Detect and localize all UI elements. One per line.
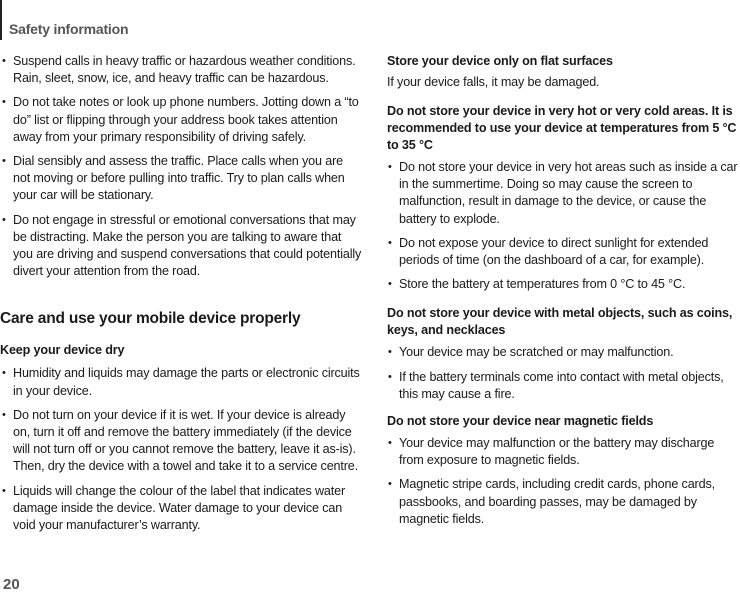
driving-bullet-list [0, 53, 362, 280]
temp-bullet-list [387, 159, 739, 293]
flat-heading: Store your device only on flat surfaces [387, 54, 613, 68]
list-item: • Store the battery at temperatures from 0 °C to 45 °C. [387, 276, 739, 293]
list-item: • Suspend calls in heavy traffic or hazardous weather conditions. Rain, sleet, snow, ice, and heavy traffic can be hazardous. [1, 53, 363, 87]
list-item: • Dial sensibly and assess the traffic. Place calls when you are not moving or before pulling into traffic. Try to plan calls when your car will be stationary. [1, 153, 363, 205]
magnetic-bullet-list [387, 435, 739, 528]
temp-heading: Do not store your device in very hot or very cold areas. It is recommended to use your device at temperatures from 5 °C to 35 °C [387, 104, 737, 152]
list-item: • Liquids will change the colour of the label that indicates water damage inside the device. Water damage to your device can void your manufacturer’s warranty. [1, 483, 363, 535]
list-item: • Do not engage in stressful or emotional conversations that may be distracting. Make the person you are talking to aware that you are driving and suspend conversations that could potentially divert your attention from the road. [1, 212, 363, 281]
page-number: 20 [3, 576, 20, 593]
metal-bullet-list [387, 344, 739, 403]
metal-heading: Do not store your device with metal objects, such as coins, keys, and necklaces [387, 306, 733, 338]
list-item: • Do not take notes or look up phone numbers. Jotting down a “to do” list or flipping through your address book takes attention away from your primary responsibility of driving safely. [1, 94, 363, 146]
list-item: • If the battery terminals come into contact with metal objects, this may cause a fire. [387, 369, 739, 403]
list-item: • Your device may malfunction or the battery may discharge from exposure to magnetic fields. [387, 435, 739, 469]
right-column [387, 53, 739, 535]
list-item: • Magnetic stripe cards, including credit cards, phone cards, passbooks, and boarding passes, may be damaged by magnetic fields. [387, 476, 739, 528]
left-column [0, 53, 362, 541]
magnetic-heading: Do not store your device near magnetic fields [387, 414, 654, 429]
header-rule [0, 0, 2, 40]
dry-bullet-list [0, 365, 362, 534]
list-item: • Do not expose your device to direct sunlight for extended periods of time (on the dashboard of a car, for example). [387, 235, 739, 269]
list-item: • Do not store your device in very hot areas such as inside a car in the summertime. Doing so may cause the screen to malfunction, result in damage to the device, or cause the battery to explode. [387, 159, 739, 228]
dry-heading: Keep your device dry [0, 343, 125, 358]
flat-text: If your device falls, it may be damaged. [387, 75, 600, 89]
list-item: • Do not turn on your device if it is wet. If your device is already on, turn it off and remove the battery immediately (if the device will not turn off or you cannot remove the battery, leave it as-is). Then, dry the device with a towel and take it to a service centre. [1, 407, 363, 476]
list-item: • Humidity and liquids may damage the parts or electronic circuits in your device. [1, 365, 363, 399]
care-heading: Care and use your mobile device properly [0, 310, 301, 328]
list-item: • Your device may be scratched or may malfunction. [387, 344, 739, 361]
section-header: Safety information [9, 21, 129, 37]
